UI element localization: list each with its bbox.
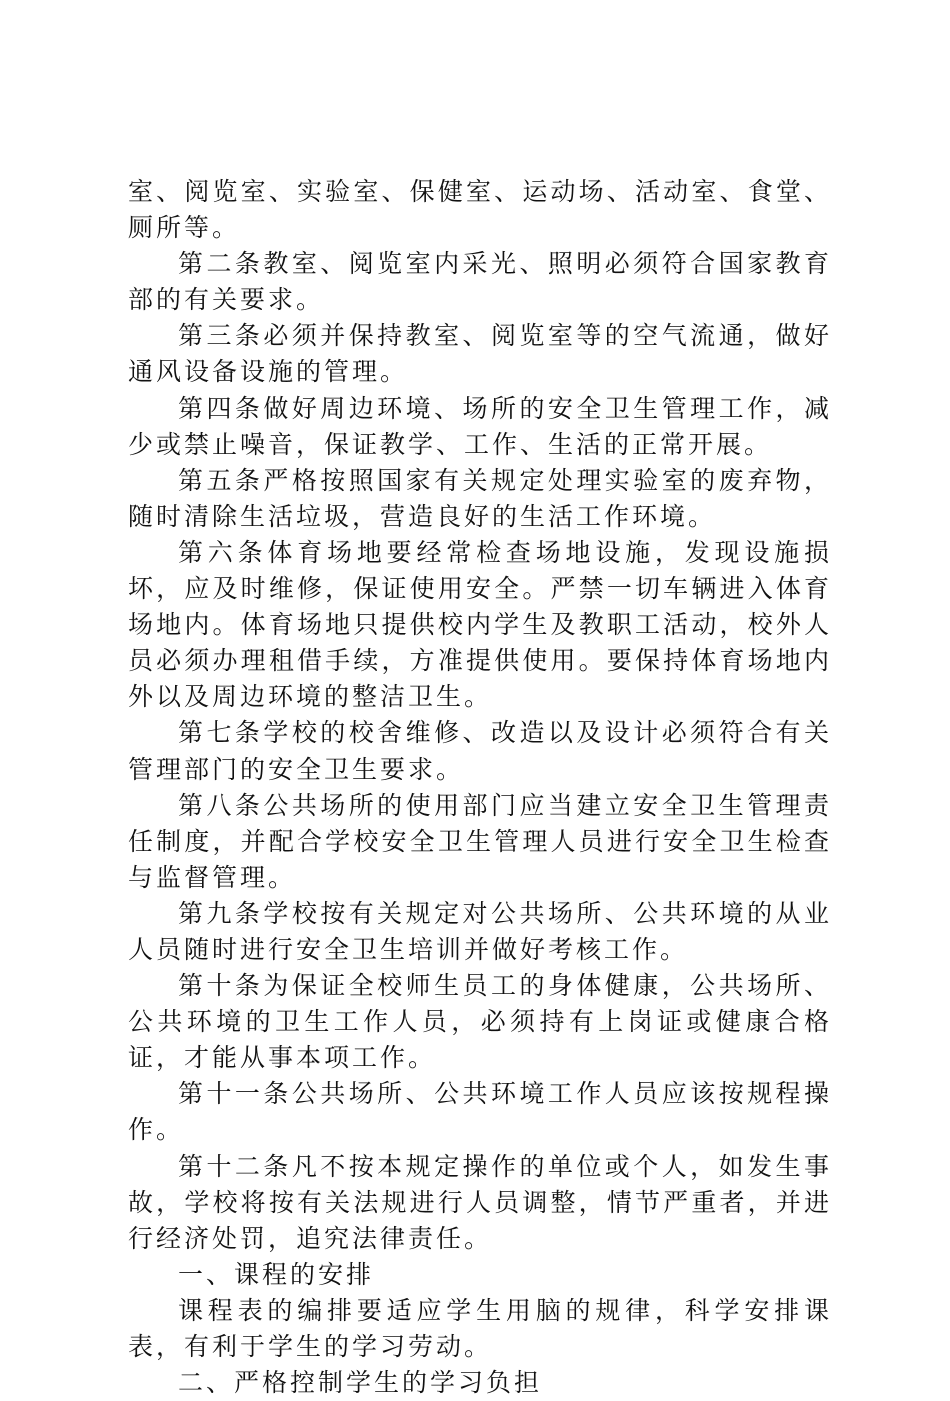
paragraph-article-10: 第十条为保证全校师生员工的身体健康，公共场所、公共环境的卫生工作人员，必须持有上岗证或健康合格证，才能从事本项工作。 — [128, 971, 832, 1073]
section-heading-2: 二、严格控制学生的学习负担 — [178, 1368, 543, 1398]
paragraph-article-2: 第二条教室、阅览室内采光、照明必须符合国家教育部的有关要求。 — [128, 249, 832, 315]
document-body — [128, 174, 832, 1401]
paragraph-article-6: 第六条体育场地要经常检查场地设施，发现设施损坏，应及时维修，保证使用安全。严禁一切车辆进入体育场地内。体育场地只提供校内学生及教职工活动，校外人员必须办理租借手续，方准提供使用。要保持体育场地内外以及周边环境的整洁卫生。 — [128, 537, 832, 712]
paragraph-article-8: 第八条公共场所的使用部门应当建立安全卫生管理责任制度，并配合学校安全卫生管理人员进行安全卫生检查与监督管理。 — [128, 790, 832, 892]
paragraph-article-4: 第四条做好周边环境、场所的安全卫生管理工作，减少或禁止噪音，保证教学、工作、生活的正常开展。 — [128, 393, 832, 459]
section-heading-1: 一、课程的安排 — [178, 1259, 375, 1289]
paragraph-article-11: 第十一条公共场所、公共环境工作人员应该按规程操作。 — [128, 1079, 832, 1145]
paragraph-article-9: 第九条学校按有关规定对公共场所、公共环境的从业人员随时进行安全卫生培训并做好考核工作。 — [128, 898, 832, 964]
paragraph-continuation: 室、阅览室、实验室、保健室、运动场、活动室、食堂、厕所等。 — [128, 177, 832, 243]
paragraph-section-1: 课程表的编排要适应学生用脑的规律，科学安排课表，有利于学生的学习劳动。 — [128, 1295, 832, 1361]
paragraph-article-12: 第十二条凡不按本规定操作的单位或个人，如发生事故，学校将按有关法规进行人员调整，情节严重者，并进行经济处罚，追究法律责任。 — [128, 1151, 832, 1253]
paragraph-article-3: 第三条必须并保持教室、阅览室等的空气流通，做好通风设备设施的管理。 — [128, 321, 832, 387]
paragraph-article-7: 第七条学校的校舍维修、改造以及设计必须符合有关管理部门的安全卫生要求。 — [128, 718, 832, 784]
paragraph-article-5: 第五条严格按照国家有关规定处理实验室的废弃物，随时清除生活垃圾，营造良好的生活工作环境。 — [128, 465, 832, 531]
